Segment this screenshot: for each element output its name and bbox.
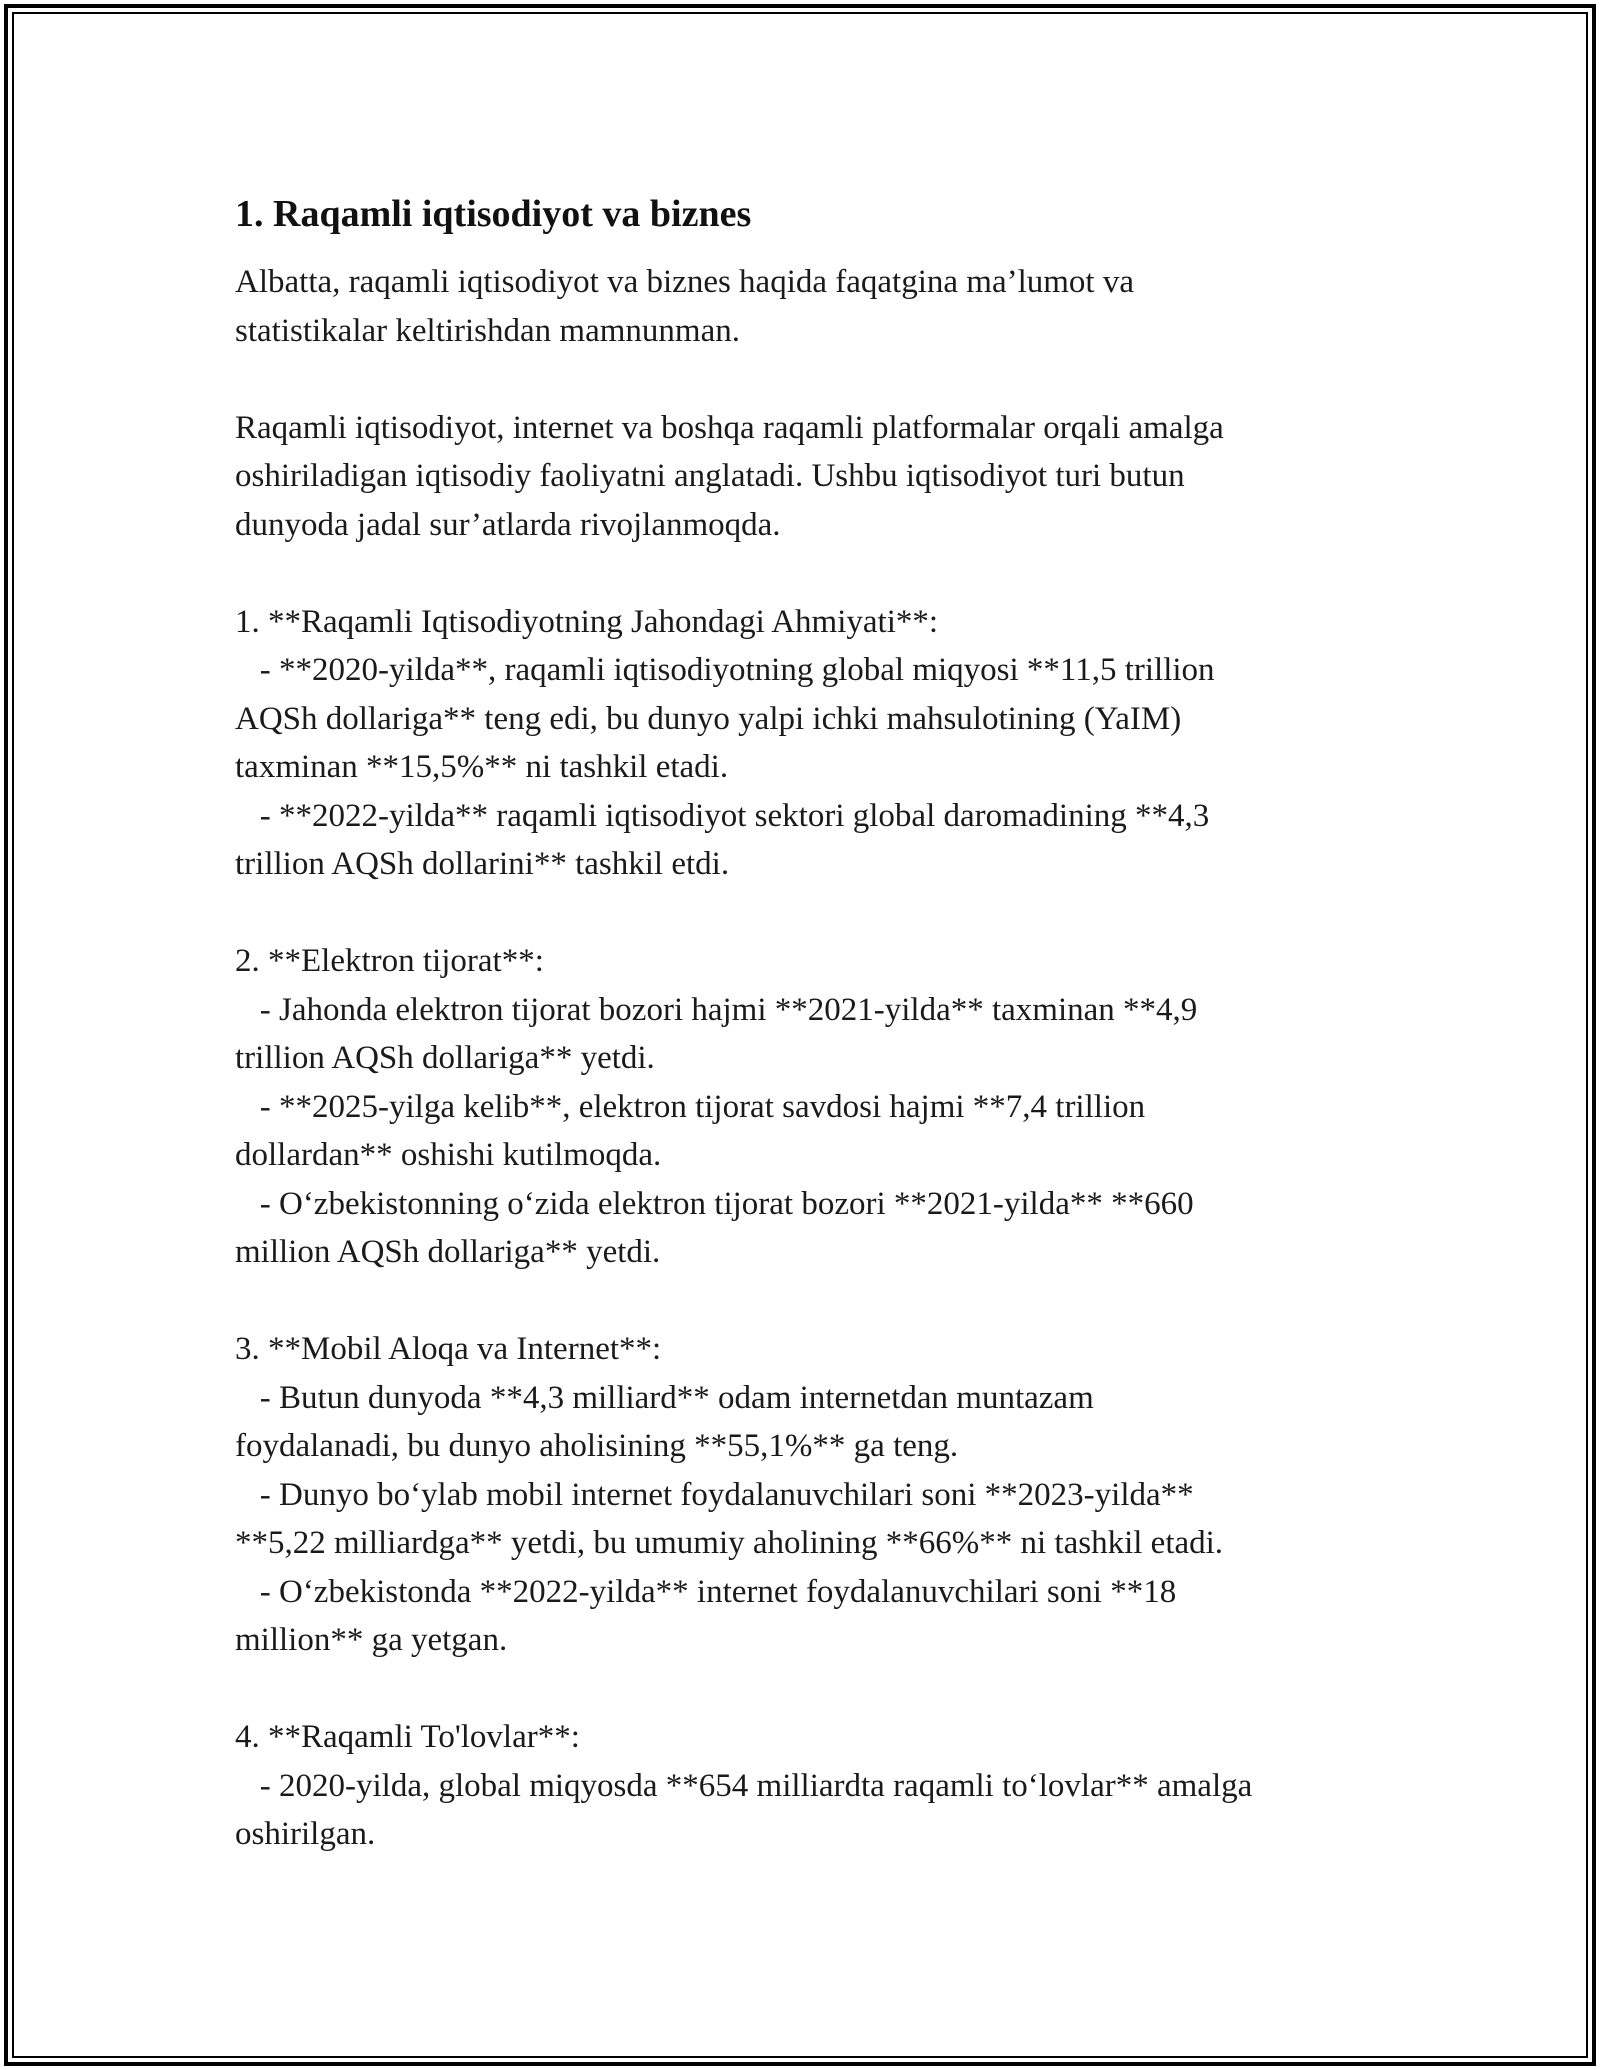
paragraph-gap: [235, 355, 1415, 404]
paragraph-gap: [235, 889, 1415, 938]
definition-paragraph: Raqamli iqtisodiyot, internet va boshqa raqamli platformalar orqali amalga oshiriladigan iqtisodiy faoliyatni anglatadi. Ushbu iqtisodiyot turi butun dunyoda jadal sur’atlarda rivojlanmoqda.: [235, 409, 1224, 543]
section-digital-payments: 4. **Raqamli To'lovlar**: - 2020-yilda, global miqyosda **654 milliardta raqamli to‘lovlar** amalga oshirilgan.: [235, 1719, 1253, 1852]
document-title: 1. Raqamli iqtisodiyot va biznes: [235, 193, 752, 235]
document-body: [235, 190, 1415, 1859]
section-mobile-internet: 3. **Mobil Aloqa va Internet**: - Butun dunyoda **4,3 milliard** odam internetdan muntazam foydalanadi, bu dunyo aholisining **55,1%** ga teng. - Dunyo bo‘ylab mobil internet foydalanuvchilari soni **2023-yilda** **5,22 milliardga** yetdi, bu umumiy aholining **66%** ni tashkil etadi. - O‘zbekistonda **2022-yilda** internet foydalanuvchilari soni **18 million** ga yetgan.: [235, 1331, 1224, 1658]
section-digital-economy: 1. **Raqamli Iqtisodiyotning Jahondagi Ahmiyati**: - **2020-yilda**, raqamli iqtisodiyotning global miqyosi **11,5 trillion AQSh dollariga** teng edi, bu dunyo yalpi ichki mahsulotining (YaIM) taxminan **15,5%** ni tashkil etadi. - **2022-yilda** raqamli iqtisodiyot sektori global daromadining **4,3 trillion AQSh dollarini** tashkil etdi.: [235, 603, 1215, 882]
section-e-commerce: 2. **Elektron tijorat**: - Jahonda elektron tijorat bozori hajmi **2021-yilda** taxminan **4,9 trillion AQSh dollariga** yetdi. - **2025-yilga kelib**, elektron tijorat savdosi hajmi **7,4 trillion dollardan** oshishi kutilmoqda. - O‘zbekistonning o‘zida elektron tijorat bozori **2021-yilda** **660 million AQSh dollariga** yetdi.: [235, 943, 1198, 1270]
paragraph-gap: [235, 549, 1415, 598]
paragraph-gap: [235, 1277, 1415, 1326]
paragraph-gap: [235, 1665, 1415, 1714]
intro-paragraph: Albatta, raqamli iqtisodiyot va biznes haqida faqatgina ma’lumot va statistikalar keltirishdan mamnunman.: [235, 264, 1134, 349]
